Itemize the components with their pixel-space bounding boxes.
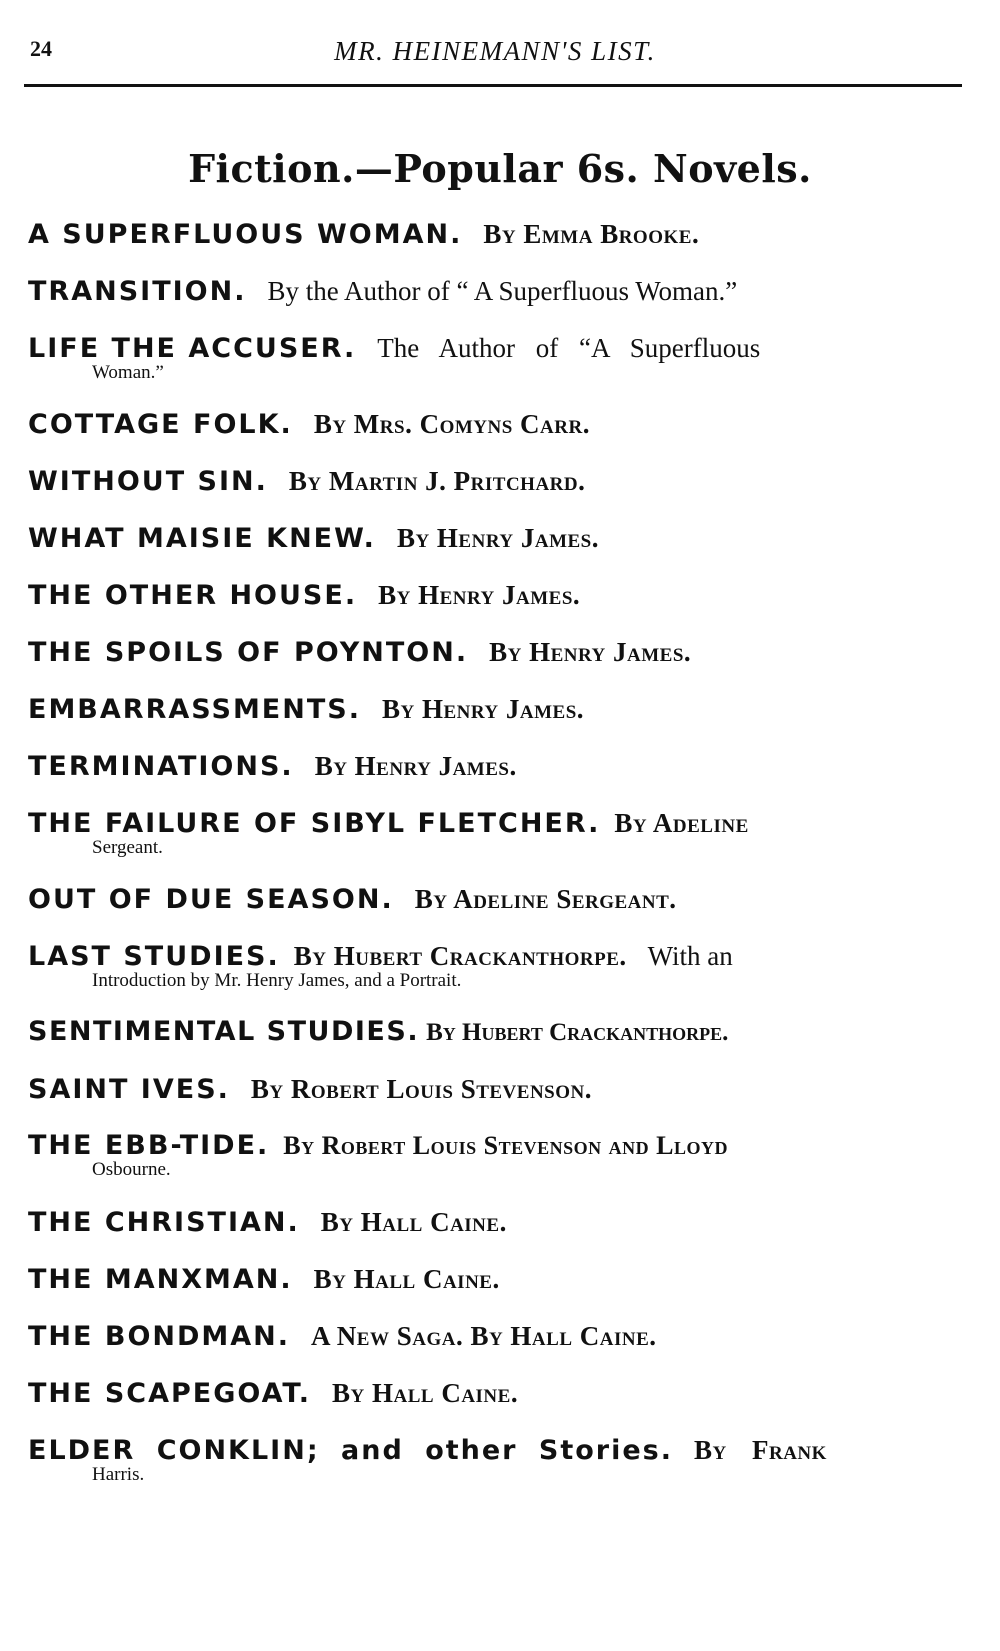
novel-byline: By Hubert Crackanthorpe. bbox=[426, 1019, 729, 1046]
list-item bbox=[28, 803, 960, 879]
novel-byline: By Henry James. bbox=[489, 637, 692, 667]
novel-byline: By the Author of “ A Superfluous Woman.” bbox=[267, 276, 738, 306]
page-number: 24 bbox=[30, 36, 52, 61]
novel-title: EMBARRASSMENTS. bbox=[28, 694, 361, 725]
novel-title: THE BONDMAN. bbox=[28, 1321, 291, 1352]
novel-byline: By Martin J. Pritchard. bbox=[288, 466, 586, 496]
list-item bbox=[28, 461, 960, 518]
list-item bbox=[28, 746, 960, 803]
list-item bbox=[28, 632, 960, 689]
novel-byline-continuation: Harris. bbox=[92, 1464, 145, 1485]
novel-title: THE FAILURE OF SIBYL FLETCHER. bbox=[28, 808, 601, 839]
novel-byline-continuation: Osbourne. bbox=[92, 1159, 171, 1180]
novel-title: SENTIMENTAL STUDIES. bbox=[28, 1016, 420, 1047]
list-item bbox=[28, 328, 960, 404]
list-item bbox=[28, 936, 960, 1012]
novel-title: A SUPERFLUOUS WOMAN. bbox=[28, 219, 463, 250]
novel-byline-continuation: Woman.” bbox=[92, 362, 164, 383]
novel-note: With an bbox=[647, 941, 733, 971]
list-item bbox=[28, 575, 960, 632]
novel-title: WHAT MAISIE KNEW. bbox=[28, 523, 376, 554]
novel-title: THE MANXMAN. bbox=[28, 1264, 293, 1295]
novel-byline: By Adeline bbox=[614, 808, 749, 838]
list-item bbox=[28, 1259, 960, 1316]
novel-byline-continuation: Sergeant. bbox=[92, 837, 163, 858]
novel-list bbox=[28, 214, 960, 1506]
novel-byline-continuation: Introduction by Mr. Henry James, and a Portrait. bbox=[92, 970, 462, 991]
novel-byline: By Henry James. bbox=[314, 751, 517, 781]
novel-byline: By Hall Caine. bbox=[313, 1264, 500, 1294]
novel-byline: By Henry James. bbox=[381, 694, 585, 724]
novel-title: THE CHRISTIAN. bbox=[28, 1207, 300, 1238]
list-item bbox=[28, 1012, 960, 1069]
list-item bbox=[28, 879, 960, 936]
novel-title: WITHOUT SIN. bbox=[28, 466, 268, 497]
novel-title: TERMINATIONS. bbox=[28, 751, 294, 782]
list-item bbox=[28, 1316, 960, 1373]
list-item bbox=[28, 1430, 960, 1506]
list-item bbox=[28, 689, 960, 746]
novel-byline: By Hubert Crackanthorpe. bbox=[293, 941, 627, 971]
novel-byline: By Hall Caine. bbox=[320, 1207, 507, 1237]
novel-title: LAST STUDIES. bbox=[28, 941, 280, 972]
novel-byline: By Emma Brooke. bbox=[483, 219, 700, 249]
running-head-title: MR. HEINEMANN'S LIST. bbox=[334, 36, 656, 66]
novel-title: TRANSITION. bbox=[28, 276, 247, 307]
novel-title: OUT OF DUE SEASON. bbox=[28, 884, 394, 915]
novel-byline: By Robert Louis Stevenson and Lloyd bbox=[283, 1131, 728, 1160]
list-item bbox=[28, 1373, 960, 1430]
novel-byline: A New Saga. By Hall Caine. bbox=[311, 1321, 657, 1351]
novel-title: SAINT IVES. bbox=[28, 1074, 230, 1105]
novel-title: ELDER CONKLIN; and other Stories. bbox=[28, 1435, 674, 1466]
novel-byline: By Robert Louis Stevenson. bbox=[250, 1074, 592, 1104]
novel-title: LIFE THE ACCUSER. bbox=[28, 333, 357, 364]
list-item bbox=[28, 271, 960, 328]
list-item bbox=[28, 404, 960, 461]
novel-byline: By Henry James. bbox=[378, 580, 581, 610]
section-heading: Fiction.—Popular 6s. Novels. bbox=[188, 146, 812, 191]
novel-byline: The Author of “A Superfluous bbox=[377, 333, 761, 363]
novel-title: THE SCAPEGOAT. bbox=[28, 1378, 312, 1409]
novel-title: THE OTHER HOUSE. bbox=[28, 580, 358, 611]
list-item bbox=[28, 1202, 960, 1259]
list-item bbox=[28, 1069, 960, 1126]
list-item bbox=[28, 1126, 960, 1202]
novel-byline: By Mrs. Comyns Carr. bbox=[313, 409, 590, 439]
novel-title: COTTAGE FOLK. bbox=[28, 409, 293, 440]
novel-byline: By Hall Caine. bbox=[332, 1378, 519, 1408]
novel-byline: By Adeline Sergeant. bbox=[414, 884, 677, 914]
list-item bbox=[28, 214, 960, 271]
novel-byline: By Frank bbox=[694, 1435, 827, 1465]
list-item bbox=[28, 518, 960, 575]
header-rule bbox=[24, 84, 962, 87]
novel-title: THE EBB-TIDE. bbox=[28, 1130, 270, 1161]
novel-byline: By Henry James. bbox=[396, 523, 599, 553]
novel-title: THE SPOILS OF POYNTON. bbox=[28, 637, 469, 668]
running-head bbox=[30, 36, 960, 76]
